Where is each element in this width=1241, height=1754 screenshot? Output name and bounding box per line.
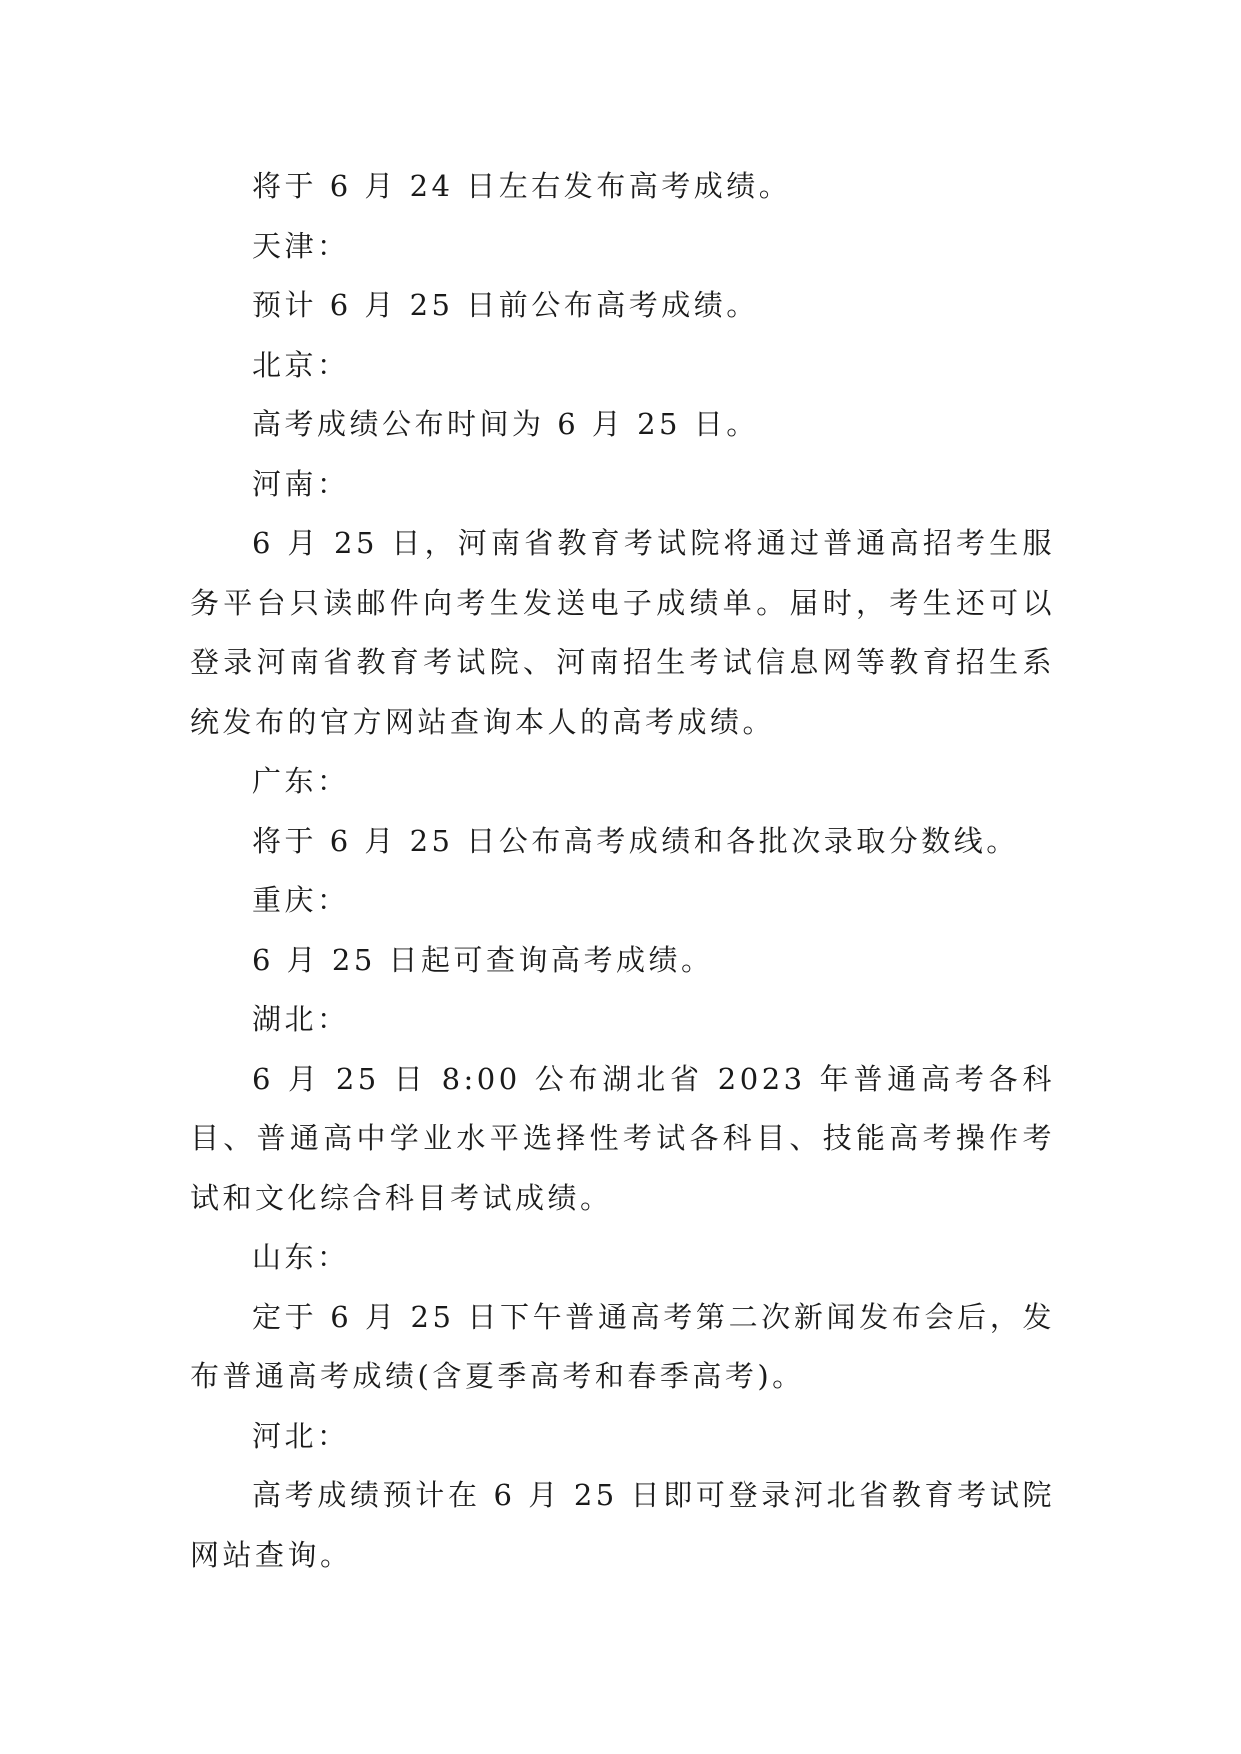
province-heading-tianjin: 天津： [252, 228, 350, 263]
paragraph: 预计 6 月 25 日前公布高考成绩。 [252, 288, 759, 322]
document-body [190, 157, 1055, 1585]
province-heading-guangdong: 广东： [252, 764, 350, 798]
paragraph: 6 月 25 日起可查询高考成绩。 [252, 942, 714, 977]
paragraph: 高考成绩预计在 6 月 25 日即可登录河北省教育考试院网站查询。 [190, 1478, 1055, 1572]
province-heading-hubei: 湖北： [252, 1002, 350, 1036]
province-heading-chongqing: 重庆： [252, 883, 350, 917]
province-heading-hebei: 河北： [252, 1418, 350, 1453]
paragraph: 将于 6 月 24 日左右发布高考成绩。 [252, 169, 792, 203]
paragraph: 高考成绩公布时间为 6 月 25 日。 [252, 407, 759, 441]
province-heading-beijing: 北京： [252, 347, 350, 382]
paragraph: 6 月 25 日，河南省教育考试院将通过普通高招考生服务平台只读邮件向考生发送电子成绩单。届时，考生还可以登录河南省教育考试院、河南招生考试信息网等教育招生系统发布的官方网站查询本人的高考成绩。 [190, 526, 1055, 739]
paragraph: 6 月 25 日 8:00 公布湖北省 2023 年普通高考各科目、普通高中学业水平选择性考试各科目、技能高考操作考试和文化综合科目考试成绩。 [190, 1061, 1055, 1215]
province-heading-shandong: 山东： [252, 1240, 350, 1274]
paragraph: 将于 6 月 25 日公布高考成绩和各批次录取分数线。 [252, 823, 1019, 858]
province-heading-henan: 河南： [252, 466, 350, 501]
paragraph: 定于 6 月 25 日下午普通高考第二次新闻发布会后，发布普通高考成绩(含夏季高考和春季高考)。 [190, 1299, 1055, 1393]
